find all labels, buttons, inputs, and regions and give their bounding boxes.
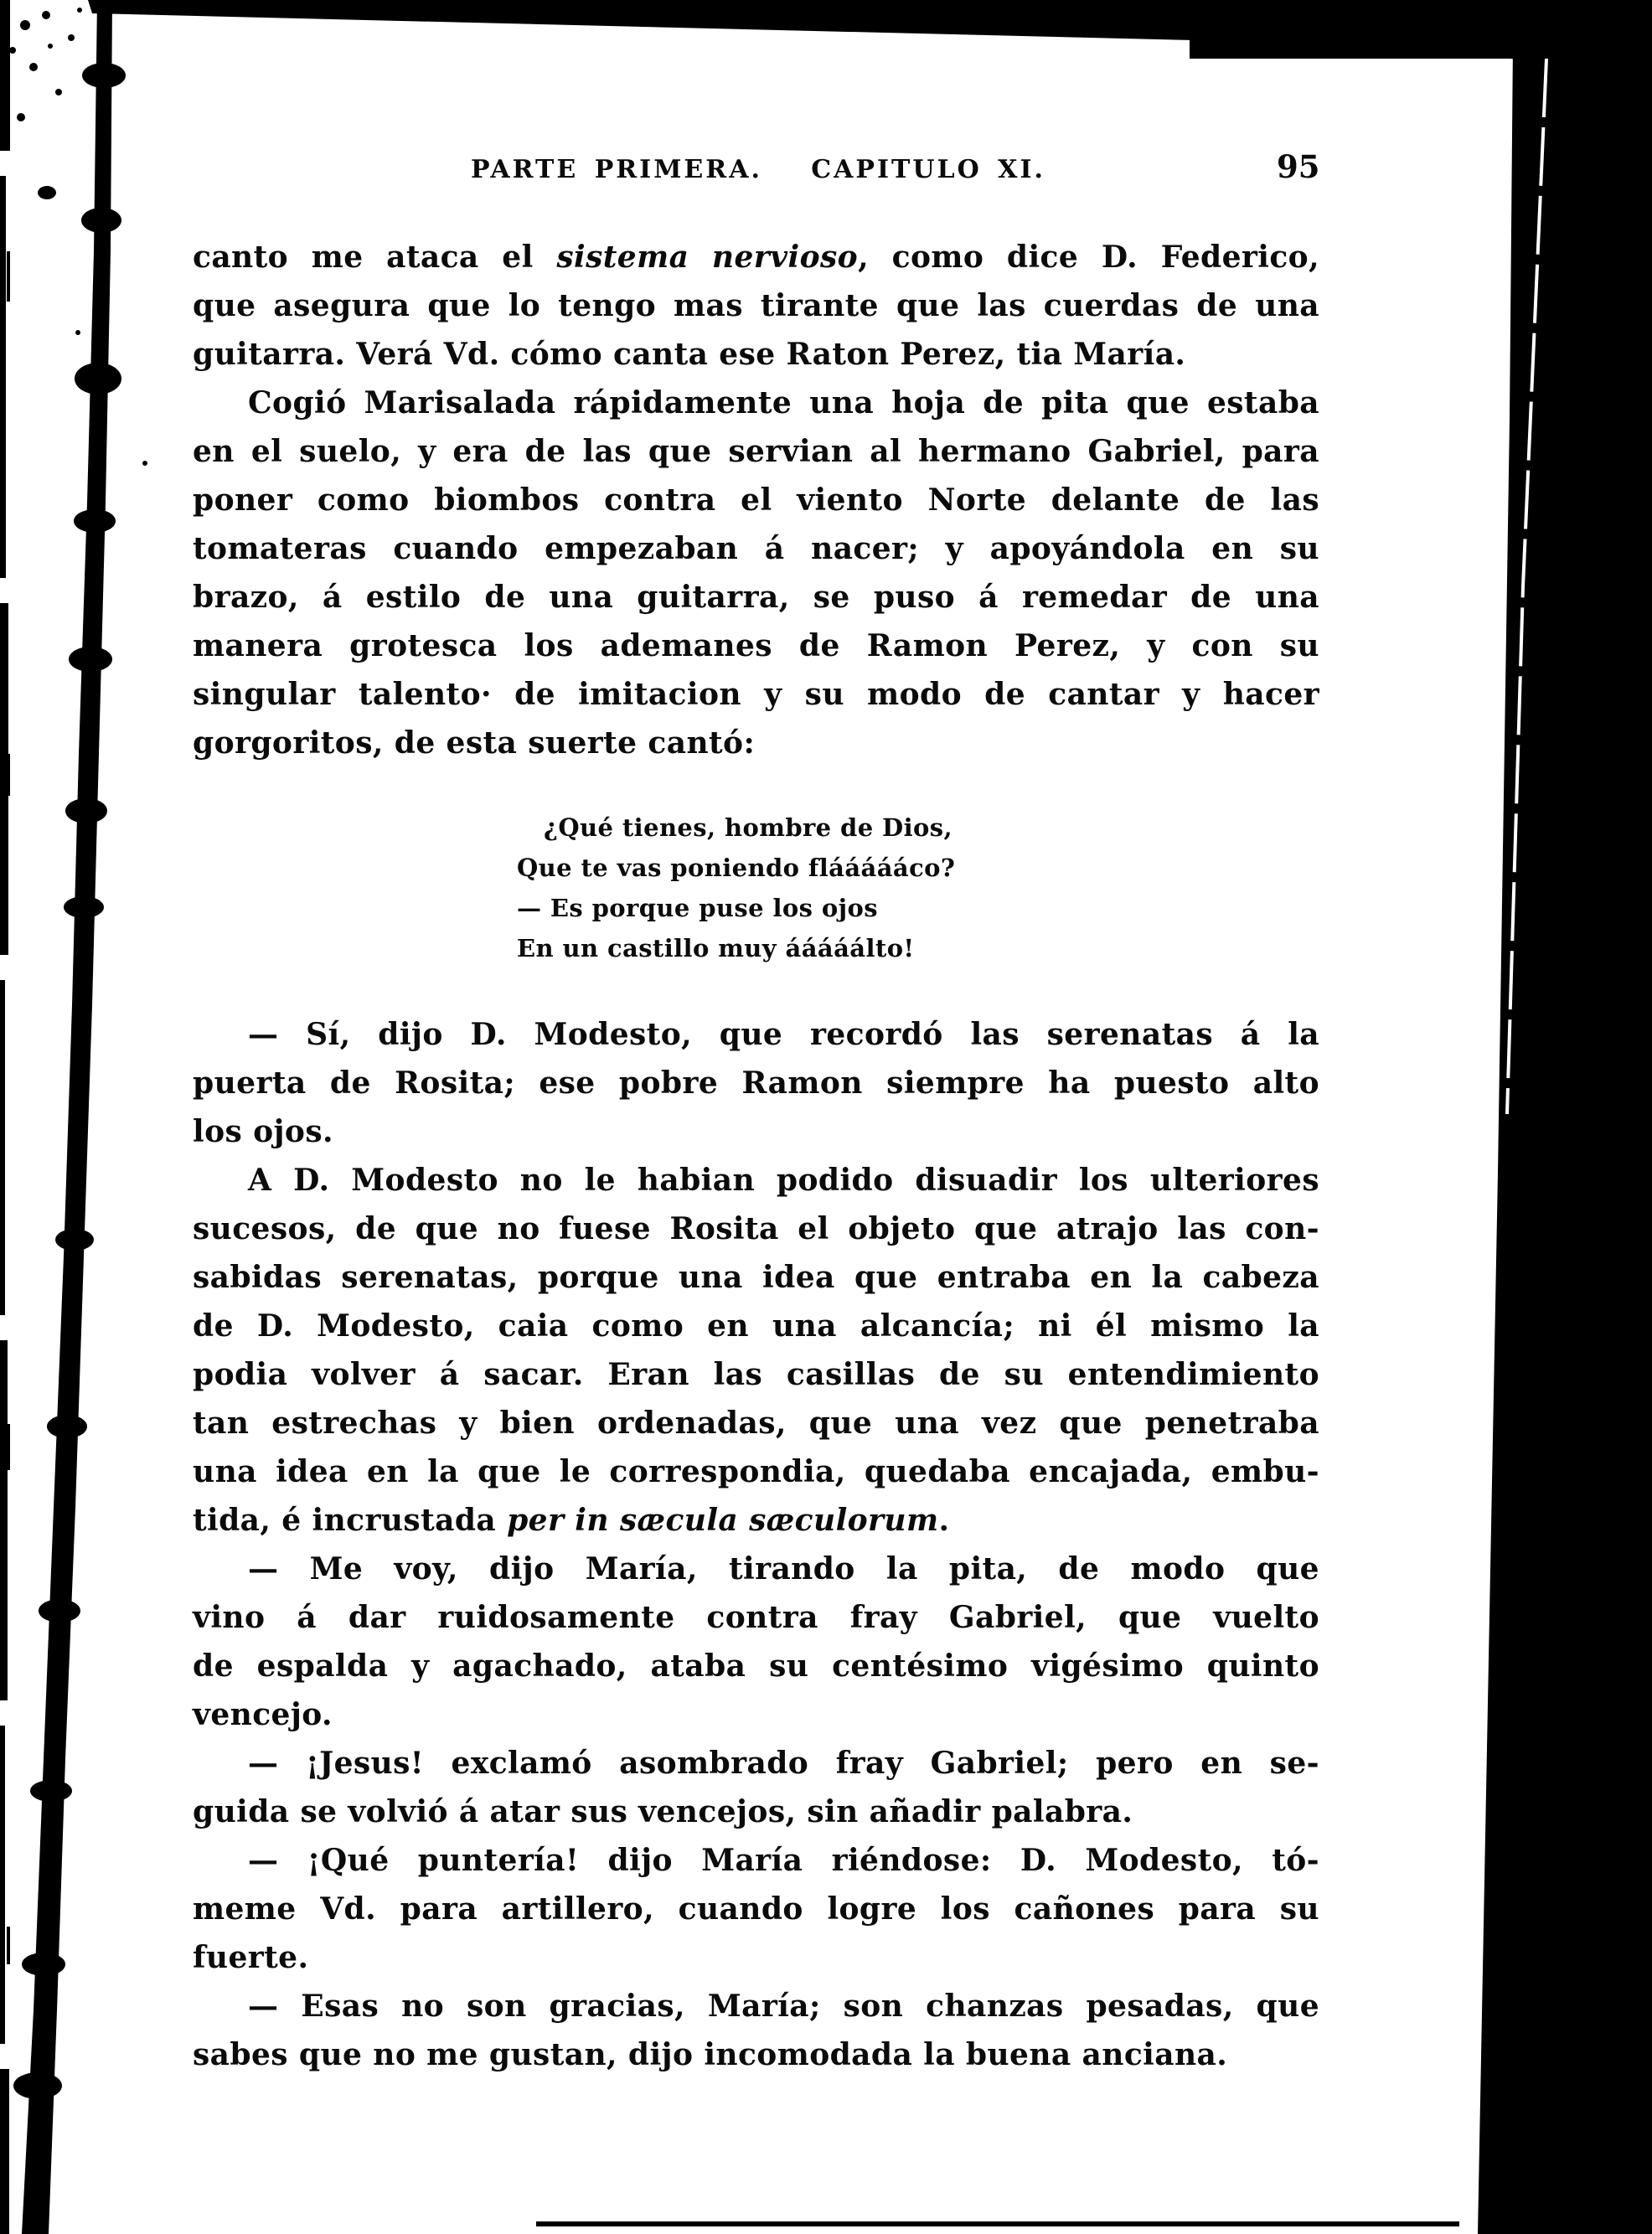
text-line: poner como biombos contra el viento Norte delante de las: [193, 482, 1319, 518]
binding-rod-shaft: [22, 0, 112, 2234]
binding-rod-node: [65, 798, 107, 823]
binding-rod: [13, 0, 126, 2234]
binding-rod-node: [81, 208, 121, 233]
text-line: Que te vas poniendo fláááááco?: [517, 854, 956, 882]
text-block-2: [193, 1010, 1319, 2079]
text-line: tida, é incrustada per in sæcula sæculorum.: [193, 1503, 950, 1538]
text-line: meme Vd. para artillero, cuando logre los cañones para su: [193, 1891, 1319, 1927]
text-line: podia volver á sacar. Eran las casillas de su entendimiento: [193, 1357, 1319, 1392]
binding-rod-node: [22, 1953, 65, 1976]
text-line: guida se volvió á atar sus vencejos, sin añadir palabra.: [193, 1794, 1133, 1829]
text-line: singular talento· de imitacion y su modo de cantar y hacer: [193, 677, 1319, 712]
text-line: En un castillo muy ááááálto!: [517, 934, 915, 962]
text-line: A D. Modesto no le habian podido disuadir los ulteriores: [248, 1163, 1319, 1198]
text-line: los ojos.: [193, 1114, 333, 1149]
running-header: PARTE PRIMERA. CAPITULO XI.: [471, 155, 1045, 184]
scan-shadow-top: [88, 0, 1652, 67]
binding-rod-node: [30, 1780, 72, 1802]
scan-shadow-top-step: [1190, 32, 1558, 59]
corner-specks: [9, 8, 82, 121]
binding-rod-node: [82, 63, 126, 88]
text-line: guitarra. Verá Vd. cómo canta ese Raton Perez, tia María.: [193, 337, 1186, 372]
text-line: en el suelo, y era de las que servian al hermano Gabriel, para: [193, 434, 1319, 469]
text-line: una idea en la que le correspondia, quedaba encajada, embu-: [193, 1454, 1319, 1489]
binding-rod-node: [47, 1415, 87, 1438]
text-line: ¿Qué tienes, hombre de Dios,: [544, 813, 952, 842]
binding-rod-node: [55, 1229, 94, 1251]
text-line: — Me voy, dijo María, tirando la pita, de modo que: [248, 1551, 1319, 1587]
binding-rod-node: [39, 1599, 80, 1623]
text-line: gorgoritos, de esta suerte cantó:: [193, 725, 756, 761]
verse-block: [517, 807, 955, 968]
text-line: sucesos, de que no fuese Rosita el objeto que atrajo las con-: [193, 1211, 1319, 1246]
text-line: sabidas serenatas, porque una idea que entraba en la cabeza: [193, 1260, 1319, 1295]
text-block-1: [193, 233, 1319, 767]
text-line: vencejo.: [193, 1697, 333, 1732]
page-number: 95: [1277, 148, 1320, 185]
binding-rod-node: [74, 509, 116, 533]
scan-shadow-right: [1478, 42, 1652, 2234]
left-edge-specks: [0, 0, 10, 2234]
text-line: manera grotesca los ademanes de Ramon Perez, y con su: [193, 628, 1319, 663]
ink-blot: [38, 186, 147, 466]
text-line: puerta de Rosita; ese pobre Ramon siempre ha puesto alto: [193, 1065, 1319, 1101]
binding-rod-node: [64, 896, 104, 918]
text-line: brazo, á estilo de una guitarra, se puso á remedar de una: [193, 580, 1319, 615]
text-line: fuerte.: [193, 1940, 309, 1975]
page-edge-highlight: [1507, 59, 1546, 1114]
text-line: sabes que no me gustan, dijo incomodada la buena anciana.: [193, 2037, 1228, 2072]
text-line: vino á dar ruidosamente contra fray Gabriel, que vuelto: [193, 1600, 1319, 1635]
text-line: de espalda y agachado, ataba su centésimo vigésimo quinto: [193, 1648, 1319, 1684]
text-line: — Esas no son gracias, María; son chanzas pesadas, que: [248, 1989, 1319, 2024]
text-line: tan estrechas y bien ordenadas, que una vez que penetraba: [193, 1406, 1319, 1441]
text-line: tomateras cuando empezaban á nacer; y apoyándola en su: [193, 531, 1319, 566]
binding-rod-node: [75, 363, 121, 395]
text-line: canto me ataca el sistema nervioso, como dice D. Federico,: [193, 240, 1320, 275]
text-line: de D. Modesto, caia como en una alcancía; ni él mismo la: [193, 1308, 1319, 1344]
binding-rod-node: [69, 647, 112, 672]
text-line: que asegura que lo tengo mas tirante que las cuerdas de una: [193, 288, 1319, 323]
text-line: Cogió Marisalada rápidamente una hoja de pita que estaba: [248, 385, 1319, 420]
binding-rod-node: [13, 2072, 62, 2099]
text-line: — ¡Jesus! exclamó asombrado fray Gabriel; pero en se-: [248, 1746, 1319, 1781]
text-line: — Sí, dijo D. Modesto, que recordó las serenatas á la: [248, 1017, 1319, 1052]
text-line: — ¡Qué puntería! dijo María riéndose: D. Modesto, tó-: [248, 1843, 1319, 1878]
text-line: — Es porque puse los ojos: [517, 894, 878, 922]
scan-bottom-line: [536, 2221, 1459, 2226]
